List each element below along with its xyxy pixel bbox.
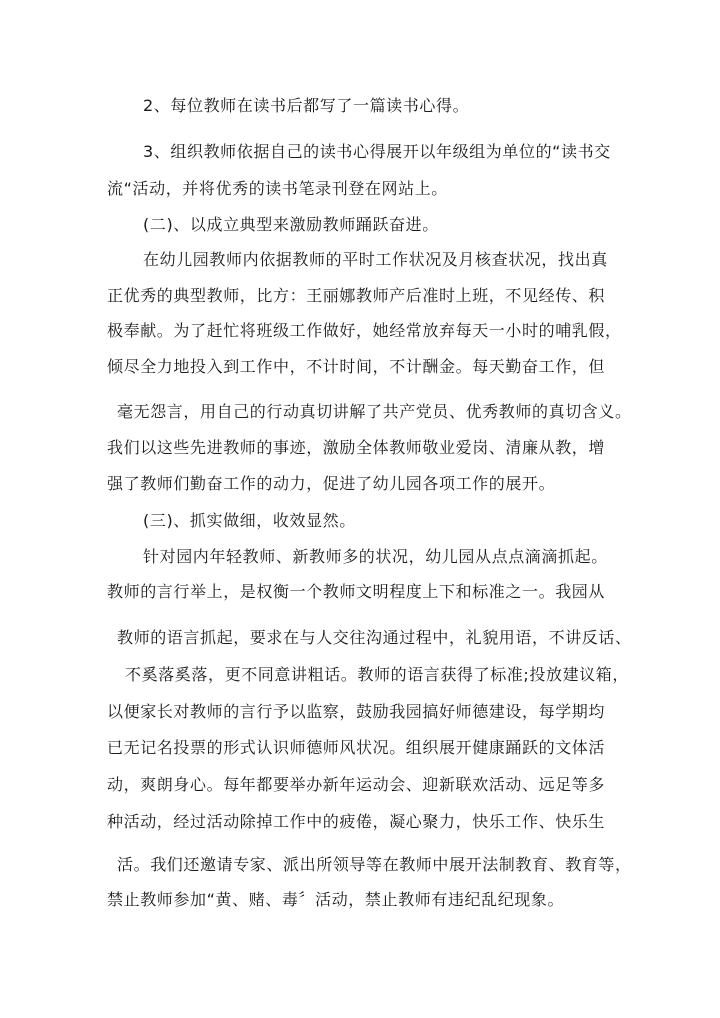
- text-line-11: 强了教师们勤奋工作的动力，促进了幼儿园各项工作的展开。: [107, 474, 556, 493]
- text-line-5: 在幼儿园教师内依据教师的平时工作状况及月核查状况，找出真: [143, 250, 608, 269]
- text-line-19: 动，爽朗身心。每年都要举办新年运动会、迎新联欢活动、远足等多: [107, 775, 606, 794]
- text-line-1: 2、每位教师在读书后都写了一篇读书心得。: [143, 96, 470, 115]
- text-line-16: 不奚落奚落，更不同意讲粗话。教师的语言获得了标准;投放建议箱，: [125, 665, 629, 684]
- text-line-10: 我们以这些先进教师的事迹，激励全体教师敬业爱岗、清廉从教，增: [107, 438, 606, 457]
- text-line-20: 种活动，经过活动除掉工作中的疲倦，凝心聚力，快乐工作、快乐生: [107, 812, 606, 831]
- text-line-22: 禁止教师参加“黄、赌、毒〞活动，禁止教师有违纪乱纪现象。: [107, 890, 565, 909]
- text-line-4: (二)、以成立典型来激励教师踊跃奋进。: [143, 215, 439, 234]
- text-line-8: 倾尽全力地投入到工作中，不计时间，不计酬金。每天勤奋工作，但: [107, 357, 606, 376]
- text-line-21: 活。我们还邀请专家、派出所领导等在教师中展开法制教育、教育等，: [117, 855, 632, 874]
- text-line-6: 正优秀的典型教师，比方：王丽娜教师产后准时上班，不见经传、积: [107, 286, 606, 305]
- text-line-13: 针对园内年轻教师、新教师多的状况，幼儿园从点点滴滴抓起。: [143, 547, 608, 566]
- text-line-17: 以便家长对教师的言行予以监察，鼓励我园搞好师德建设，每学期均: [107, 702, 606, 721]
- text-line-3: 流“活动，并将优秀的读书笔录刊登在网站上。: [107, 179, 448, 198]
- text-line-2: 3、组织教师依据自己的读书心得展开以年级组为单位的“读书交: [143, 142, 611, 161]
- text-line-12: (三)、抓实做细，收效显然。: [143, 511, 356, 530]
- text-line-9: 毫无怨言，用自己的行动真切讲解了共产党员、优秀教师的真切含义。: [117, 402, 632, 421]
- text-line-18: 已无记名投票的形式认识师德师风状况。组织展开健康踊跃的文体活: [107, 738, 606, 757]
- text-line-14: 教师的言行举上，是权衡一个教师文明程度上下和标准之一。我园从: [107, 582, 606, 601]
- text-line-15: 教师的语言抓起，要求在与人交往沟通过程中，礼貌用语，不讲反话、: [117, 628, 632, 647]
- text-line-7: 极奉献。为了赶忙将班级工作做好，她经常放弃每天一小时的哺乳假，: [107, 321, 622, 340]
